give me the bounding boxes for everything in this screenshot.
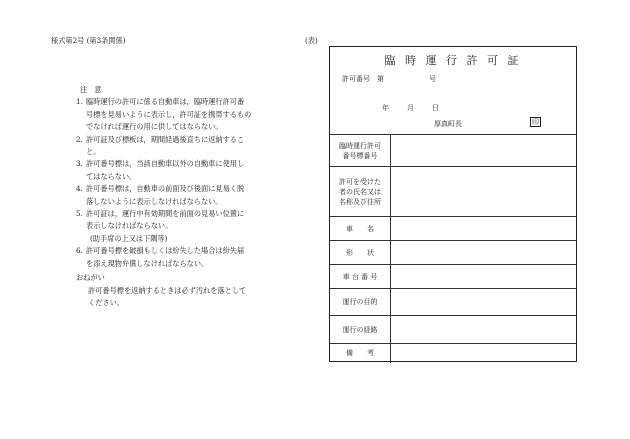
- table-row: [330, 265, 576, 289]
- notice-item-number: 2.: [76, 134, 83, 144]
- table-row: [330, 289, 576, 316]
- notice-item-line: でなければ運行の用に供してはならない。: [86, 122, 223, 132]
- field-value-permit-holder: [391, 167, 577, 217]
- notice-item-number: 5.: [76, 209, 83, 219]
- request-section: [76, 272, 246, 309]
- notice-item-line: 許可番号標は，自動車の前面及び後面に見易く脱: [86, 184, 245, 194]
- field-label-route: 運行の経路: [330, 316, 391, 344]
- field-label-permit-plate-number: 臨時運行許可 番号標番号: [330, 135, 391, 167]
- field-label-chassis-number: 車 台 番 号: [330, 265, 391, 289]
- notice-item-4: [76, 183, 276, 208]
- notice-item-line: 号標を見易いように表示し，許可証を携帯するもの: [86, 109, 252, 119]
- notice-item-2: [76, 134, 276, 159]
- permit-number-suffix: 号: [429, 75, 436, 83]
- issuer-name: 厚真町長: [434, 120, 462, 128]
- field-label-permit-holder: 許可を受けた 者の氏名又は 名称及び住所: [330, 167, 391, 217]
- notice-item-line: 許可番号標を破損もしくは紛失した場合は紛失届: [86, 246, 245, 256]
- notice-item-6: [76, 245, 276, 270]
- notice-item-line: と。: [86, 147, 101, 157]
- notice-item-line: 許可証は，運行中有効期間を前面の見易い位置に: [86, 209, 245, 219]
- form-label: 様式第2号 (第3条関係): [51, 36, 126, 45]
- notice-item-line: を添え現物弁償しなければならない。: [86, 258, 209, 268]
- certificate-fields-table: [330, 134, 576, 363]
- front-side-label: (表): [305, 36, 318, 45]
- notice-item-line: 落しないように表示しなければならない。: [86, 196, 223, 206]
- notice-heading: 注 意: [80, 85, 102, 94]
- notice-item-number: 6.: [76, 246, 83, 256]
- table-row: [330, 241, 576, 265]
- temporary-operation-permit-certificate: [329, 46, 577, 362]
- date-month: 月: [407, 104, 414, 112]
- field-value-purpose: [391, 289, 577, 316]
- notice-item-line: 臨時運行の許可に係る自動車は，臨時運行許可番: [86, 97, 245, 107]
- notice-item-line: 表示しなければならない。: [86, 221, 173, 231]
- official-seal: 印: [532, 118, 539, 126]
- table-row: [330, 316, 576, 344]
- table-row: [330, 217, 576, 241]
- date-year: 年: [382, 104, 389, 112]
- certificate-title: 臨 時 運 行 許 可 証: [384, 54, 522, 67]
- field-value-permit-plate-number: [391, 135, 577, 167]
- request-line: ください。: [88, 298, 124, 307]
- notice-item-line: てはならない。: [86, 171, 137, 181]
- notice-item-5: [76, 208, 276, 245]
- field-label-remarks: 備 考: [330, 344, 391, 363]
- permit-number-prefix: 許可番号 第: [342, 75, 384, 83]
- field-label-shape: 形 状: [330, 241, 391, 265]
- field-value-route: [391, 316, 577, 344]
- notice-item-number: 3.: [76, 159, 83, 169]
- notice-section: [76, 84, 276, 270]
- date-day: 日: [432, 104, 439, 112]
- notice-item-3: [76, 158, 276, 183]
- notice-item-line: 許可番号標は，当該自動車以外の自動車に使用し: [86, 159, 245, 169]
- field-label-purpose: 運行の目的: [330, 289, 391, 316]
- notice-item-number: 1.: [76, 97, 83, 107]
- field-value-vehicle-name: [391, 217, 577, 241]
- field-value-shape: [391, 241, 577, 265]
- table-row: [330, 167, 576, 217]
- notice-item-line: 許可証及び標板は，期間経過後直ちに返納するこ: [86, 134, 245, 144]
- table-row: [330, 344, 576, 363]
- notice-item-number: 4.: [76, 184, 83, 194]
- table-row: [330, 135, 576, 167]
- request-line: 許可番号標を返納するときは必ず汚れを落として: [88, 286, 247, 295]
- notice-item-subnote: (助手席の上又は下隅等): [90, 233, 168, 243]
- field-label-vehicle-name: 車 名: [330, 217, 391, 241]
- notice-item-1: [76, 96, 276, 133]
- request-heading: おねがい: [76, 273, 105, 282]
- field-value-remarks: [391, 344, 577, 363]
- field-value-chassis-number: [391, 265, 577, 289]
